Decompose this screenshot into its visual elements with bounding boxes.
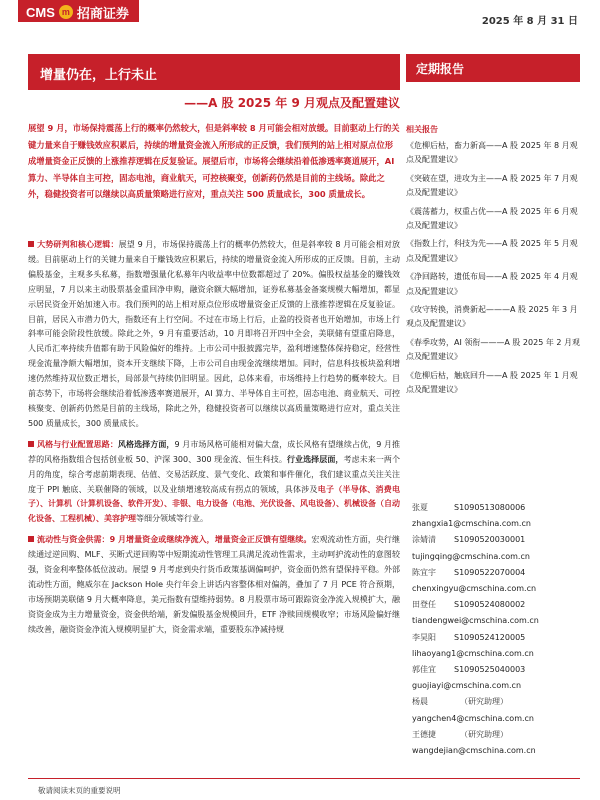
- main-body: [28, 238, 400, 644]
- analyst-email[interactable]: guojiayi@cmschina.com.cn: [412, 681, 522, 691]
- style-label: 风格选择方面，: [117, 439, 175, 449]
- industry-list: 电子（半导体、消费电子）、计算机（计算机设备、软件开发）、非银、电力设备（电池、光伏设备、风电设备）、机械设备（自动化设备、工程机械）、美容护理: [28, 484, 400, 524]
- analyst-role: （研究助理）: [460, 729, 508, 739]
- analyst-id: S1090524120005: [454, 632, 526, 642]
- bullet-icon: [28, 441, 34, 447]
- analyst-email[interactable]: tujingqing@cmschina.com.cn: [412, 551, 530, 561]
- abstract: 展望 9 月，市场保持震荡上行的概率仍然较大，但是斜率较 8 月可能会相对放缓。目前驱动上行的关键力量来自于赚钱效应积累后，持续的增量资金流入所形成的正反馈，我们预判的站上相对原点位形成增量资金正反馈的上涨推荐逻辑在反复验证。展望后市，市场将会继续沿着低渗透率赛道展开，AI 算力、半导体自主可控，固态电池，商业航天，可控核聚变，创新药仍然是目前的主线场。除此之外，稳健投资者可以继续以高质量策略进行应对，重点关注 500 质量成长，300 质量成长。: [28, 123, 400, 200]
- analyst-email[interactable]: zhangxia1@cmschina.com.cn: [412, 519, 531, 529]
- paragraph-market-view: [28, 238, 400, 432]
- industry-tail: 等细分领域等行业。: [136, 514, 208, 524]
- title-banner: 增量仍在，上行未止: [28, 54, 400, 90]
- analyst-id: S1090524080002: [454, 600, 526, 610]
- logo-cn: 招商证券: [76, 5, 129, 21]
- analyst-name: 田登任: [412, 600, 436, 610]
- related-report-link[interactable]: 《突破在望，进攻为主——A 股 2025 年 7 月观点及配置建议》: [406, 173, 578, 198]
- footer-divider: [28, 778, 580, 779]
- bullet-icon: [28, 536, 34, 542]
- analyst-row: [412, 500, 582, 516]
- related-reports-title: 相关报告: [406, 125, 438, 134]
- paragraph-text: 宏观流动性方面，央行继续通过逆回购、MLF、买断式逆回购等中短期流动性管理工具满足流动性需求，主动呵护流动性的意图较强，资金利率整体低位波动。展望 9 月考虑到央行货币政策基调偏呵护，资金面仍然有望保持平稳。外部流动性方面，鲍威尔在 Jackson Hole 央行年会上讲话内容整体相对偏鸽，叠加了 7 月 PCE 符合预期，市场预期美联储 9 月大概率降息，美元指数有望维持弱势。8 月股票市场可跟踪资金净流入规模扩大，融资资金成为主力增量资金，资金供给端，新发偏股基金规模回升，ETF 净赎回规模收窄；市场风险偏好继续改善，融资资金净流入规模明显扩大，资金需求端，重要股东净减持规: [28, 535, 400, 634]
- report-date: 2025 年 8 月 31 日: [481, 16, 578, 27]
- related-reports: [406, 124, 580, 402]
- analyst-name: 王德捷: [412, 729, 436, 739]
- paragraph-lead: 风格与行业配置思路：: [37, 439, 118, 449]
- logo-mark-icon: m: [59, 5, 73, 19]
- analyst-email[interactable]: wangdejian@cmschina.com.cn: [412, 746, 536, 756]
- style-text: 9 月市场风格可能相对偏大盘，成长风格有望继续占优，9 月推荐的风格指数组合包括创业板 50、沪深 300、300 现金流、恒生科技。: [28, 439, 401, 464]
- related-report-link[interactable]: 《春季攻势，AI 领衔———A 股 2025 年 2 月观点及配置建议》: [406, 337, 581, 362]
- analyst-row: [412, 597, 582, 613]
- paragraph-lead: 大势研判和核心逻辑：: [37, 240, 119, 249]
- analyst-name: 涂婧清: [412, 535, 436, 545]
- paragraph-liquidity: [28, 533, 400, 637]
- analyst-name: 郭佳宜: [412, 665, 436, 675]
- analyst-name: 陈宜宇: [412, 567, 436, 577]
- related-report-link[interactable]: 《指数上行，科技为先——A 股 2025 年 5 月观点及配置建议》: [406, 239, 578, 263]
- logo-text: CMS: [26, 4, 55, 20]
- industry-text: 考虑未来一两个月的角度，综合考虑前期表现、估值、交易活跃度、景气变化、政策和事件催化，我们建议重点关注关注度于 PPI 触底、关联催降的领域，以及业绩增速较高成有拐点的领域，具体涉及: [28, 454, 401, 494]
- analyst-list: [412, 500, 582, 759]
- report-type-banner: 定期报告: [406, 54, 580, 82]
- footer-note: 敬请阅读末页的重要说明: [38, 786, 121, 795]
- analyst-row: [412, 727, 582, 743]
- analyst-id: S1090522070004: [454, 567, 526, 577]
- analyst-row: [412, 565, 582, 581]
- analyst-id: S1090520030001: [454, 535, 526, 545]
- industry-label: 行业选择层面，: [286, 454, 344, 464]
- analyst-name: 杨晨: [412, 697, 428, 707]
- analyst-name: 李昊阳: [412, 632, 436, 642]
- page-header: [0, 0, 600, 40]
- analyst-role: （研究助理）: [460, 697, 508, 707]
- paragraph-text: 展望 9 月，市场保持震荡上行的概率仍然较大，但是斜率较 8 月可能会相对放缓。目前驱动上行的关键力量来自于赚钱效应积累后，持续的增量资金流入所形成的正反馈。目前，主动偏股基金，主观多头私募，指数增强量化私募年内收益率中位数都超过了 20%。偏股权益基金的赚钱效应明显，7 月以来主动股票基金重回净申购，融资余额大幅增加，证券私募基金备案规模大幅增加，都显示居民资金开始加速入市。我们预判的站上相对原点位形成增量资金正反馈的上涨推荐逻辑在反复验证。目前，居民入市潜力仍大，指数还有上行空间。不过在市场上行后，止盈的投资者也开始增加，市场上行斜率可能会阶段性放缓。除此之外，9 月有重要活动，10 月即将召开四中全会，美联储有望重启降息，人民币汇率持续升值都有助于风险偏好的维持。上市公司中报披露完毕，盈利增速整体保持稳定，经营性现金流量净额大幅增加，资本开支继续下降，上市公司自由现金流继续增加。同时，信息科技板块盈利增速仍然维持双位数正增长，局部景气持续仍旧明显。因此，总体来看，市场维持上行趋势的概率较大。目前态势下，市场将会继续沿着低渗透率赛道展开，AI 算力、半导体自主可控，固态电池、商业航天、可控核聚变、创新药仍然是目前的主线场，除此之外，稳健投资者可以继续以高质量策略进行应对，重点关注 500 质量成长，300 质量成长。: [28, 240, 400, 428]
- bullet-icon: [28, 241, 34, 247]
- report-subtitle: ——A 股 2025 年 9 月观点及配置建议: [184, 96, 400, 110]
- paragraph-style-industry: [28, 438, 400, 527]
- related-report-link[interactable]: 《危柳后枯，畜力新高——A 股 2025 年 8 月观点及配置建议》: [406, 141, 578, 165]
- analyst-id: S1090525040003: [454, 665, 526, 675]
- paragraph-lead: 流动性与资金供需：9 月增量资金或继续净流入，增量资金正反馈有望继续。: [37, 535, 312, 545]
- analyst-row: [412, 532, 582, 548]
- related-report-link[interactable]: 《攻守转换，消费新起———A 股 2025 年 3 月观点及配置建议》: [406, 305, 578, 329]
- analyst-row: [412, 694, 582, 710]
- analyst-email[interactable]: yangchen4@cmschina.com.cn: [412, 713, 534, 723]
- analyst-email[interactable]: tiandengwei@cmschina.com.cn: [412, 616, 539, 626]
- analyst-id: S1090513080006: [454, 503, 526, 512]
- related-report-link[interactable]: 《震荡蓄力，权重占优——A 股 2025 年 6 月观点及配置建议》: [406, 206, 578, 231]
- analyst-row: [412, 662, 582, 678]
- company-logo: [18, 0, 139, 22]
- analyst-email[interactable]: lihaoyang1@cmschina.com.cn: [412, 648, 534, 658]
- related-report-link[interactable]: 《危柳后枯，触底回升——A 股 2025 年 1 月观点及配置建议》: [406, 370, 578, 395]
- related-report-link[interactable]: 《净回路转，遗低布局——A 股 2025 年 4 月观点及配置建议》: [406, 272, 578, 296]
- analyst-email[interactable]: chenxingyu@cmschina.com.cn: [412, 584, 537, 594]
- analyst-name: 张夏: [412, 503, 428, 512]
- analyst-row: [412, 630, 582, 646]
